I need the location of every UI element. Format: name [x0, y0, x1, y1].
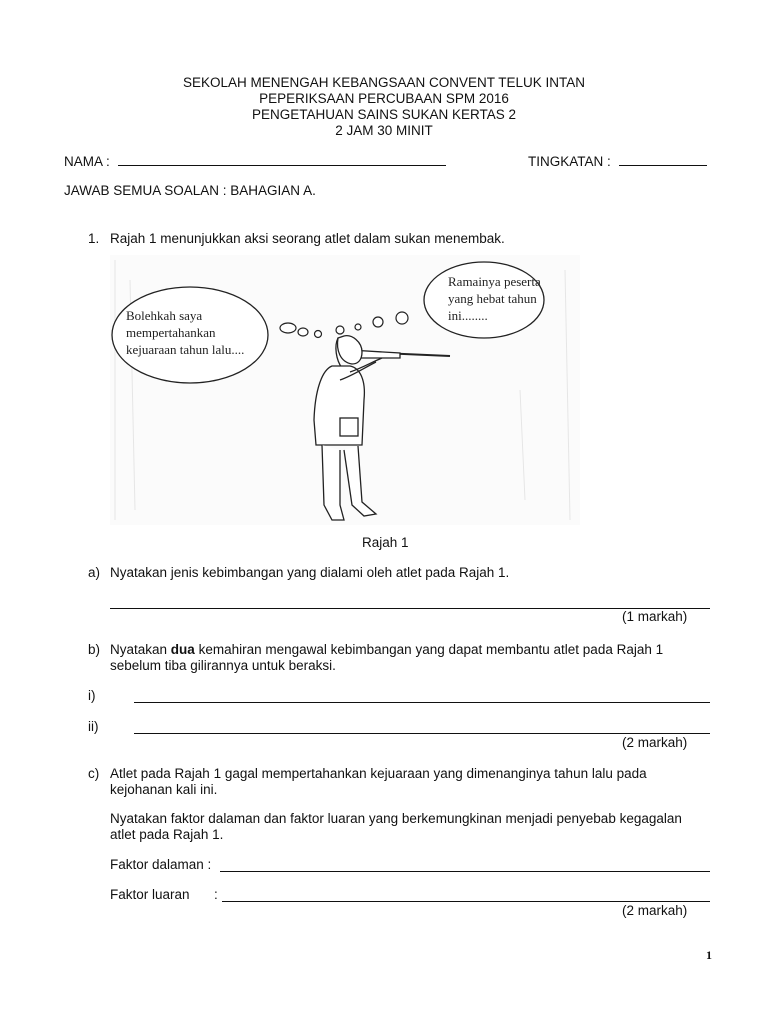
part-b-marks: (2 markah) — [622, 735, 688, 750]
page-number: 1 — [706, 948, 712, 962]
paper-title: PENGETAHUAN SAINS SUKAN KERTAS 2 — [251, 107, 517, 122]
faktor-luaran-label: Faktor luaran — [110, 887, 190, 902]
part-c-label: c) — [88, 766, 100, 781]
part-b-label: b) — [88, 642, 101, 657]
part-c-text-line1: Atlet pada Rajah 1 gagal mempertahankan kejuaraan yang dimenanginya tahun lalu pada — [110, 766, 647, 781]
part-c-marks: (2 markah) — [622, 903, 688, 918]
exam-title: PEPERIKSAAN PERCUBAAN SPM 2016 — [259, 91, 509, 106]
faktor-dalaman-answer-line[interactable] — [220, 871, 710, 872]
faktor-luaran-colon: : — [214, 887, 218, 902]
faktor-luaran-answer-line[interactable] — [222, 901, 710, 902]
part-b-item-i-label: i) — [88, 688, 96, 703]
name-field[interactable] — [64, 154, 446, 169]
bubble-right-line-2: yang hebat tahun — [448, 291, 537, 306]
part-b-text-line2: sebelum tiba gilirannya untuk beraksi. — [110, 658, 336, 673]
question-stem: Rajah 1 menunjukkan aksi seorang atlet dalam sukan menembak. — [110, 231, 505, 246]
bubble-right-line-3: ini........ — [448, 308, 488, 323]
part-a-marks: (1 markah) — [622, 609, 688, 624]
form-label: TINGKATAN : — [528, 154, 611, 169]
instruction: JAWAB SEMUA SOALAN : BAHAGIAN A. — [64, 183, 316, 198]
form-field[interactable] — [528, 154, 707, 169]
part-a-answer-line[interactable] — [110, 608, 710, 609]
form-blank[interactable] — [619, 165, 707, 166]
part-a-label: a) — [88, 565, 101, 580]
name-blank[interactable] — [118, 165, 446, 166]
school-name: SEKOLAH MENENGAH KEBANGSAAN CONVENT TELUK INTAN — [182, 75, 586, 90]
part-c-text-line2: kejohanan kali ini. — [110, 782, 218, 797]
bubble-left-line-3: kejuaraan tahun lalu.... — [126, 342, 245, 357]
part-c-text-line3: Nyatakan faktor dalaman dan faktor luaran yang berkemungkinan menjadi penyebab kegagalan — [110, 811, 682, 826]
bubble-right-line-1: Ramainya peserta — [448, 274, 541, 289]
part-c-text-line4: atlet pada Rajah 1. — [110, 827, 224, 842]
figure-caption: Rajah 1 — [362, 535, 409, 550]
part-a-text: Nyatakan jenis kebimbangan yang dialami oleh atlet pada Rajah 1. — [110, 565, 510, 580]
bubble-left-line-1: Bolehkah saya — [126, 308, 203, 323]
faktor-dalaman-label: Faktor dalaman : — [110, 857, 212, 872]
name-label: NAMA : — [64, 154, 110, 169]
part-b-answer-line-ii[interactable] — [134, 733, 710, 734]
question-number: 1. — [88, 231, 100, 246]
part-b-text: Nyatakan dua kemahiran mengawal kebimbangan yang dapat membantu atlet pada Rajah 1 — [110, 642, 664, 657]
exam-duration: 2 JAM 30 MINIT — [335, 123, 433, 138]
bubble-left-line-2: mempertahankan — [126, 325, 216, 340]
part-b-item-ii-label: ii) — [88, 719, 99, 734]
part-b-bold: dua — [170, 642, 195, 657]
part-b-answer-line-i[interactable] — [134, 702, 710, 703]
